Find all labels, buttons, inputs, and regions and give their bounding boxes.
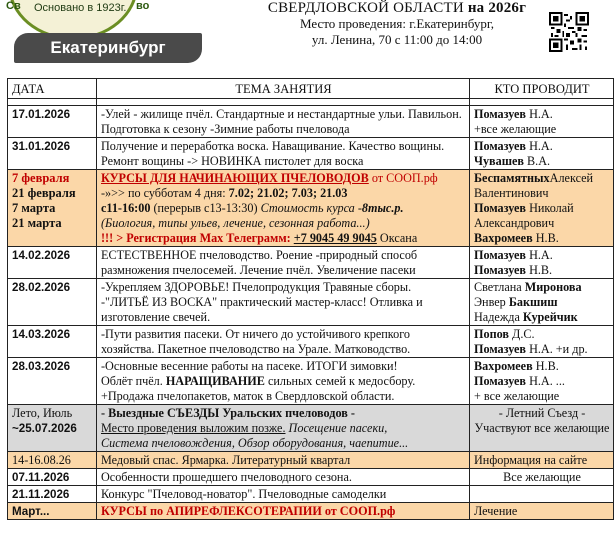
presenter-surname: Курейчик [522, 310, 578, 324]
table-row [8, 106, 614, 138]
presenter-surname: Чувашев [474, 154, 524, 168]
row-date: 28.02.2026 [12, 281, 71, 294]
presenter-initials: Н.А. [526, 107, 553, 121]
course-price-label: Стоимость курса - [260, 201, 362, 215]
table-row [8, 326, 614, 358]
course-break: (перерыв с13-13:30) [150, 201, 261, 215]
row-date: 14.03.2026 [12, 328, 71, 341]
presenter-surname: Помазуев [474, 342, 527, 356]
presenter-note: - Летний Съезд - [498, 406, 586, 420]
table-row-course [8, 170, 614, 247]
presenter-initials: Н.В. [532, 231, 559, 245]
column-header-topic: ТЕМА ЗАНЯТИЯ [97, 79, 470, 99]
table-row-cut [8, 503, 614, 520]
table-row [8, 452, 614, 469]
topic-line: -Основные весенние работы на пасеке. ИТОГИ зимовки! [101, 359, 398, 373]
topic-line: Посещение пасеки, [285, 421, 388, 435]
row-who: Лечение [470, 503, 614, 520]
row-topic: ЕСТЕСТВЕННОЕ пчеловодство. Роение -природный способ размножения пчелосемей. Лечение пчёл. Увеличение пасеки [97, 247, 470, 279]
table-row [8, 138, 614, 170]
row-date: 31.01.2026 [12, 140, 71, 153]
course-date: 21 февраля [12, 186, 76, 200]
row-topic: Получение и переработка воска. Наващивание. Качество вощины. Ремонт вощины -> НОВИНКА пистолет для воска [97, 138, 470, 170]
column-header-date: ДАТА [8, 79, 97, 99]
row-topic [97, 279, 470, 326]
row-who [470, 138, 614, 170]
topic-line: Система пчеловождения, Обзор оборудования, чаепитие... [101, 436, 409, 450]
row-who [470, 486, 614, 503]
row-who: Информация на сайте [470, 452, 614, 469]
presenter-firstname: Светлана [474, 280, 525, 294]
title-region: СВЕРДЛОВСКОЙ ОБЛАСТИ [267, 0, 464, 16]
title-year: на 2026г [467, 0, 527, 16]
presenter-note: +все желающие [474, 122, 557, 136]
row-topic: Особенности прошедшего пчеловодного сезона. [97, 469, 470, 486]
row-topic [97, 170, 470, 247]
logo-city-banner: Екатеринбург [14, 33, 202, 63]
logo-arc-text-right: во [136, 0, 150, 12]
course-registration-label: !!! > Регистрация Max Телеграмм: [101, 231, 294, 245]
topic-line: -Укрепляем ЗДОРОВЬЕ! Пчелопродукция Травяные сборы. [101, 280, 412, 294]
presenter-initials: Н.А. +и др. [526, 342, 588, 356]
row-date: 07.11.2026 [12, 471, 70, 484]
row-date: 17.01.2026 [12, 108, 71, 121]
presenter-initials: Н.А. ... [526, 374, 565, 388]
row-topic [97, 405, 470, 452]
topic-line: Облёт пчёл. [101, 374, 166, 388]
course-dates-list: 7.02; 21.02; 7.03; 21.03 [228, 186, 348, 200]
presenter-surname: Помазуев [474, 248, 527, 262]
presenter-surname: Помазуев [474, 107, 527, 121]
page-title [262, 0, 532, 16]
topic-line: -"ЛИТЬЁ ИЗ ВОСКА" практический мастер-класс! Отливка и изготовление свечей. [101, 295, 423, 324]
column-header-who: КТО ПРОВОДИТ [470, 79, 614, 99]
course-date: 7 марта [12, 201, 56, 215]
row-who [470, 326, 614, 358]
presenter-surname: Бакшиш [508, 295, 558, 309]
presenter-initials: Н.В. [526, 263, 553, 277]
row-who: Все желающие [470, 469, 614, 486]
presenter-surname: Помазуев [474, 201, 527, 215]
presenter-initials: Н.А. [526, 139, 553, 153]
logo-founded-text: Основано в 1923г. [34, 2, 127, 14]
row-who [470, 247, 614, 279]
row-date: 14.02.2026 [12, 249, 71, 262]
row-topic: -Пути развития пасеки. От ничего до устойчивого крепкого хозяйства. Пакетное пчеловодство на Урале. Матководство. [97, 326, 470, 358]
row-who [470, 106, 614, 138]
row-dates [8, 405, 97, 452]
org-logo [0, 0, 200, 78]
row-topic: -Улей - жилище пчёл. Стандартные и нестандартные ульи. Павильон. Подготовка к сезону -Зимние работы пчеловода [97, 106, 470, 138]
row-topic [97, 503, 470, 520]
address-line: ул. Ленина, 70 с 11:00 до 14:00 [311, 32, 483, 47]
table-row [8, 469, 614, 486]
venue-line: Место проведения: г.Екатеринбург, [300, 16, 494, 31]
presenter-initials: В.А. [524, 154, 551, 168]
logo-arc-text-left: Св [6, 0, 21, 12]
row-who [470, 170, 614, 247]
presenter-firstname: Энвер [474, 295, 509, 309]
course-time: с11-16:00 [101, 201, 151, 215]
schedule-table [7, 78, 614, 520]
course-schedule-text: -»>> по субботам 4 дня: [101, 186, 229, 200]
row-date: 28.03.2026 [12, 360, 71, 373]
presenter-note: + все желающие [474, 389, 560, 403]
topic-line: - Выездные СЪЕЗДЫ Уральских пчеловодов - [101, 406, 355, 420]
course-phone-link[interactable]: +7 9045 49 9045 [293, 231, 377, 245]
row-who [470, 358, 614, 405]
row-topic: Конкурс "Пчеловод-новатор". Пчеловодные самоделки [97, 486, 470, 503]
course-contact-name: Оксана [376, 231, 418, 245]
course-date: 7 февраля [12, 171, 70, 185]
presenter-surname: Вахромеев [474, 231, 533, 245]
presenter-surname: Попов [474, 327, 509, 341]
topic-line: Место проведения выложим позже. [101, 421, 286, 435]
presenter-surname: Вахромеев [474, 359, 533, 373]
presenter-surname: Беспамятных [474, 171, 550, 185]
presenter-surname: Помазуев [474, 263, 527, 277]
topic-line: +Продажа пчелопакетов, маток в Свердловской области. [101, 389, 395, 403]
presenter-initials: Н.В. [532, 359, 559, 373]
row-topic [97, 358, 470, 405]
table-row [8, 486, 614, 503]
presenter-initials: Николай Александрович [474, 201, 574, 230]
presenter-initials: Н.А. [526, 248, 553, 262]
presenter-surname: Помазуев [474, 374, 527, 388]
course-source-link[interactable]: от СООП.рф [368, 171, 438, 185]
course-title[interactable]: КУРСЫ ДЛЯ НАЧИНАЮЩИХ ПЧЕЛОВОДОВ [101, 171, 369, 185]
row-who [470, 405, 614, 452]
table-row-summer [8, 405, 614, 452]
presenter-surname: Помазуев [474, 139, 527, 153]
row-date: ~25.07.2026 [12, 422, 77, 435]
table-spacer-row [8, 99, 614, 106]
qr-code-icon[interactable] [549, 12, 589, 52]
row-dates [8, 170, 97, 247]
row-date: Март... [12, 505, 50, 518]
table-header-row [8, 79, 614, 99]
row-date: Лето, Июль [12, 406, 73, 420]
table-row [8, 279, 614, 326]
page-header [262, 0, 532, 48]
course-date: 21 марта [12, 216, 62, 230]
topic-line: сильных семей к медосбору. [264, 374, 416, 388]
row-date: 21.11.2026 [12, 488, 70, 501]
table-row [8, 247, 614, 279]
topic-line: КУРСЫ по АПИРЕФЛЕКСОТЕРАПИИ от СООП.рф [101, 504, 396, 518]
presenter-initials: Д.С. [508, 327, 535, 341]
course-program: (Биология, типы ульев, лечение, сезонная работа...) [101, 216, 370, 230]
row-topic: Медовый спас. Ярмарка. Литературный квартал [97, 452, 470, 469]
topic-emphasis: НАРАЩИВАНИЕ [165, 374, 265, 388]
row-who [470, 279, 614, 326]
course-price: 8тыс.р. [361, 201, 404, 215]
presenter-note: Участвуют все желающие [474, 421, 610, 435]
presenter-surname: Миронова [524, 280, 582, 294]
row-date: 14-16.08.26 [8, 452, 97, 469]
presenter-firstname: Надежда [474, 310, 523, 324]
table-row [8, 358, 614, 405]
presenter-initials: Алексей Валентинович [474, 171, 594, 200]
